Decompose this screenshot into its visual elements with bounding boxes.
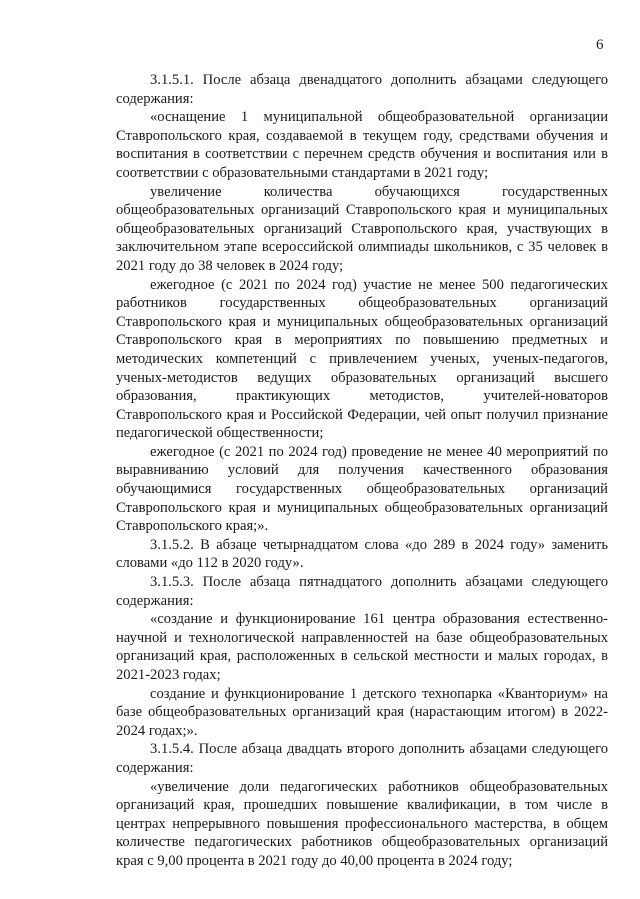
paragraph-3-1-5-4: 3.1.5.4. После абзаца двадцать второго дополнить абзацами следующего содержания: xyxy=(116,741,608,776)
paragraph-3-1-5-3: 3.1.5.3. После абзаца пятнадцатого дополнить абзацами следующего содержания: xyxy=(116,574,608,609)
paragraph-quantorium: создание и функционирование 1 детского технопарка «Кванториум» на базе общеобразовательных организаций края (нарастающим итогом) в 2022-2024 годах;». xyxy=(116,685,608,739)
paragraph-equipment: «оснащение 1 муниципальной общеобразовательной организации Ставропольского края, создаваемой в текущем году, средствами обучения и воспитания в соответствии с перечнем средств обучения и воспитания или в соответствии с образовательными стандартами в 2021 году; xyxy=(116,109,608,181)
paragraph-qualification: «увеличение доли педагогических работников общеобразовательных организаций края, прошедших повышение квалификации, в том числе в центрах непрерывного повышения профессионального мастерства, в общем количестве педагогических работников общеобразовательных организаций края с 9,00 процента в 2021 году до 40,00 процента в 2024 году; xyxy=(116,778,608,869)
paragraph-teacher-participation: ежегодное (с 2021 по 2024 год) участие не менее 500 педагогических работников государственных общеобразовательных организаций Ставропольского края и муниципальных общеобразовательных организаций Ставропольского края в мероприятиях по повышению предметных и методических компетенций с привлечением ученых, ученых-педагогов, ученых-методистов ведущих образовательных организаций высшего образования, практикующих методистов, учителей-новаторов Ставропольского края и Российской Федерации, чей опыт получил признание педагогической общественности; xyxy=(116,276,608,442)
paragraph-olympiad: увеличение количества обучающихся государственных общеобразовательных организаций Ставропольского края и муниципальных общеобразовательных организаций Ставропольского края, участвующих в заключительном этапе всероссийской олимпиады школьников, с 35 человек в 2021 году до 38 человек в 2024 году; xyxy=(116,183,608,274)
paragraph-science-centers: «создание и функционирование 161 центра образования естественно-научной и технологической направленностей на базе общеобразовательных организаций края, расположенных в сельской местности и малых городах, в 2021-2023 годах; xyxy=(116,611,608,683)
paragraph-3-1-5-2: 3.1.5.2. В абзаце четырнадцатом слова «до 289 в 2024 году» заменить словами «до 112 в 2020 году». xyxy=(116,536,608,572)
paragraph-events: ежегодное (с 2021 по 2024 год) проведение не менее 40 мероприятий по выравниванию условий для получения качественного образования обучающимися государственных общеобразовательных организаций Ставропольского края и муниципальных общеобразовательных организаций Ставропольского края;». xyxy=(116,443,608,535)
paragraph-3-1-5-1: 3.1.5.1. После абзаца двенадцатого дополнить абзацами следующего содержания: xyxy=(116,72,608,107)
page-number: 6 xyxy=(596,37,604,53)
document-body xyxy=(116,71,608,871)
